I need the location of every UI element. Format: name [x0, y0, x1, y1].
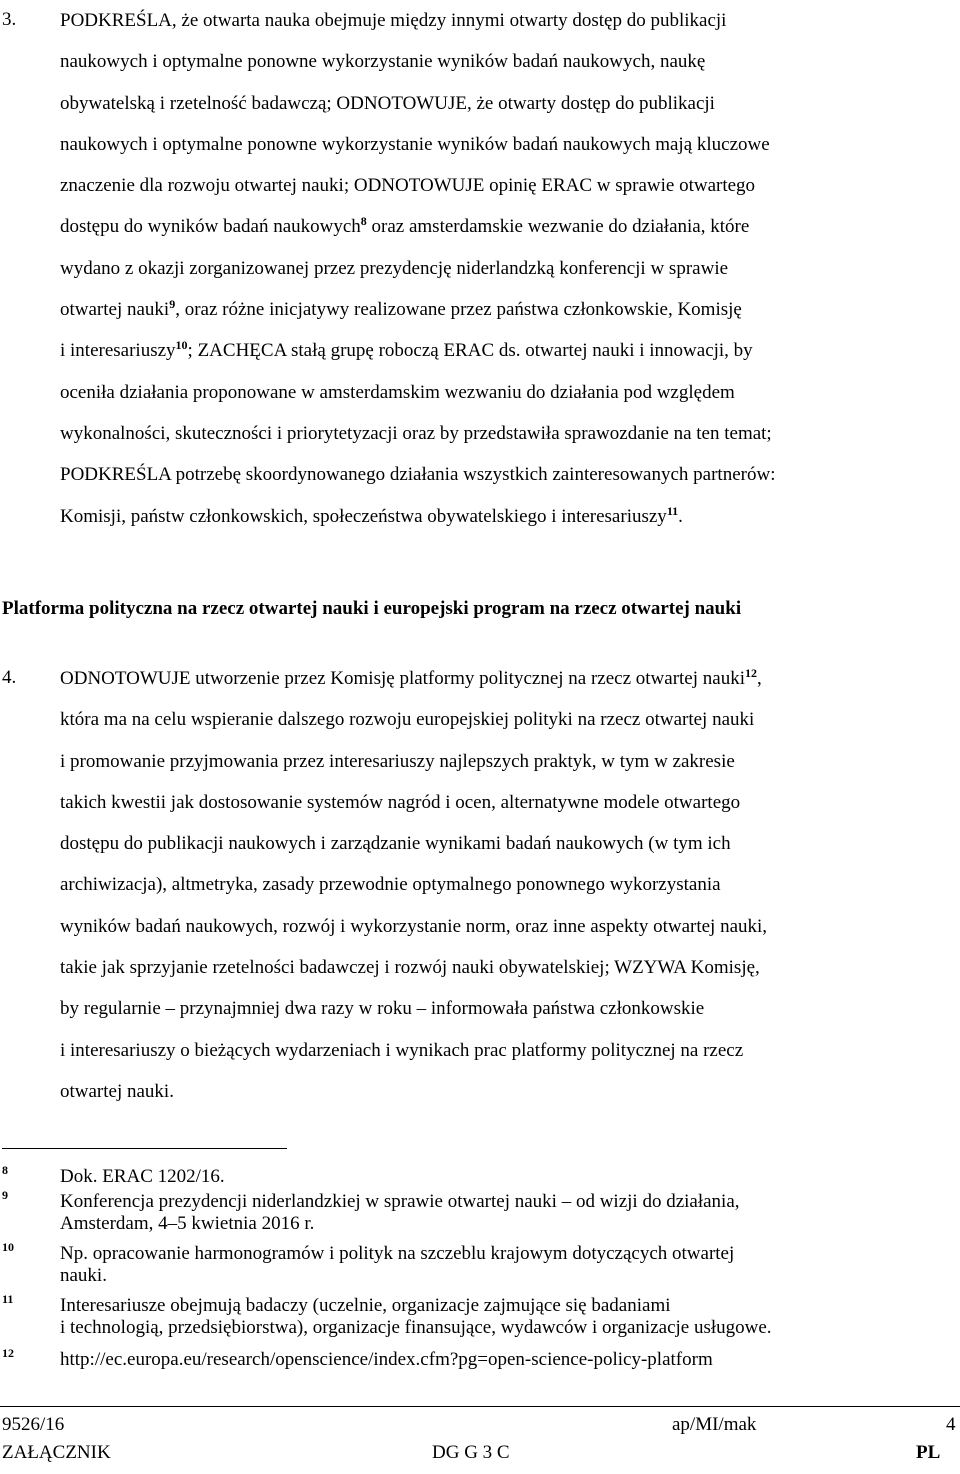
footnote-line: Np. opracowanie harmonogramów i polityk na szczeblu krajowym dotyczących otwartej: [60, 1243, 735, 1264]
text-segment: i promowanie przyjmowania przez interesariuszy najlepszych praktyk, w tym w zakresie: [60, 750, 735, 772]
text-segment: PODKREŚLA potrzebę skoordynowanego działania wszystkich zainteresowanych partnerów:: [60, 464, 776, 486]
text-line: [60, 823, 960, 864]
footnote-line: nauki.: [60, 1265, 107, 1286]
annex-label: ZAŁĄCZNIK: [2, 1442, 111, 1463]
text-segment: by regularnie – przynajmniej dwa razy w roku – informowała państwa członkowskie: [60, 998, 705, 1020]
footnote-separator: [2, 1148, 287, 1149]
text-line: [60, 330, 960, 371]
text-line: [60, 864, 960, 905]
text-line: [60, 165, 960, 206]
text-line: [60, 947, 960, 988]
footnote-number: 8: [2, 1163, 8, 1177]
footnote-text: [60, 1191, 740, 1235]
text-line: [60, 658, 960, 699]
paragraph-body: [60, 0, 960, 537]
text-segment: naukowych i optymalne ponowne wykorzystanie wyników badań naukowych, naukę: [60, 51, 706, 73]
text-segment: otwartej nauki.: [60, 1080, 174, 1102]
footnote-ref: 11: [666, 503, 679, 518]
text-line: [60, 496, 960, 537]
text-segment: która ma na celu wspieranie dalszego rozwoju europejskiej polityki na rzecz otwartej nauki: [60, 709, 755, 731]
text-line: [60, 1030, 960, 1071]
footnote-text: [60, 1243, 734, 1287]
paragraph-number: 3.: [2, 9, 17, 30]
footnote-line: Amsterdam, 4–5 kwietnia 2016 r.: [60, 1213, 315, 1234]
text-line: [60, 699, 960, 740]
text-segment: takich kwestii jak dostosowanie systemów nagród i ocen, alternatywne modele otwartego: [60, 791, 741, 813]
footnote-text: [60, 1166, 225, 1188]
language-code: PL: [916, 1442, 941, 1463]
text-line: [60, 988, 960, 1029]
footnote-number: 12: [2, 1346, 14, 1360]
footer-separator: [0, 1406, 960, 1407]
footnote-number: 11: [2, 1292, 14, 1306]
author-initials: ap/MI/mak: [672, 1414, 757, 1435]
footnote-ref: 8: [360, 214, 367, 229]
text-line: [60, 0, 960, 41]
text-segment: , oraz różne inicjatywy realizowane przez państwa członkowskie, Komisję: [175, 299, 742, 321]
text-line: [60, 413, 960, 454]
footnote-ref: 10: [175, 338, 188, 353]
text-line: [60, 41, 960, 82]
footnote-number: 10: [2, 1240, 14, 1254]
text-segment: archiwizacja), altmetryka, zasady przewodnie optymalnego ponownego wykorzystania: [60, 874, 721, 896]
paragraph-body: [60, 658, 960, 1112]
text-line: [60, 372, 960, 413]
text-line: [60, 206, 960, 247]
text-segment: oceniła działania proponowane w amsterdamskim wezwaniu do działania pod względem: [60, 381, 735, 403]
text-segment: ODNOTOWUJE utworzenie przez Komisję platformy politycznej na rzecz otwartej nauki: [60, 668, 745, 689]
footnote-ref: 9: [169, 297, 176, 312]
footnote-number: 9: [2, 1188, 8, 1202]
text-segment: wyników badań naukowych, rozwój i wykorzystanie norm, oraz inne aspekty otwartej nauki,: [60, 915, 768, 937]
section-heading: Platforma polityczna na rzecz otwartej nauki i europejski program na rzecz otwartej nauki: [2, 598, 742, 619]
text-segment: wykonalności, skuteczności i priorytetyzacji oraz by przedstawiła sprawozdanie na ten temat;: [60, 422, 772, 444]
text-segment: oraz amsterdamskie wezwanie do działania, które: [366, 216, 750, 238]
text-line: [60, 1071, 960, 1112]
text-line: [60, 124, 960, 165]
text-segment: dostępu do wyników badań naukowych: [60, 216, 361, 238]
text-segment: ; ZACHĘCA stałą grupę roboczą ERAC ds. otwartej nauki i innowacji, by: [187, 340, 753, 362]
text-segment: Komisji, państw członkowskich, społeczeństwa obywatelskiego i interesariuszy: [60, 505, 667, 527]
text-line: [60, 83, 960, 124]
text-segment: dostępu do publikacji naukowych i zarządzanie wynikami badań naukowych (w tym ich: [60, 833, 731, 855]
footnote-line: http://ec.europa.eu/research/openscience/index.cfm?pg=open-science-policy-platform: [60, 1349, 713, 1370]
footnote-text: [60, 1295, 772, 1339]
footnote-line: Dok. ERAC 1202/16.: [60, 1166, 225, 1187]
footnote-line: i technologią, przedsiębiorstwa), organizacje finansujące, wydawców i organizacje usługowe.: [60, 1317, 772, 1338]
text-segment: .: [678, 505, 683, 527]
text-line: [60, 906, 960, 947]
text-line: [60, 289, 960, 330]
paragraph-number: 4.: [2, 667, 17, 688]
doc-number: 9526/16: [2, 1414, 65, 1435]
text-segment: otwartej nauki: [60, 299, 170, 321]
text-segment: i interesariuszy o bieżących wydarzeniach i wynikach prac platformy politycznej na rzecz: [60, 1039, 744, 1061]
text-segment: ,: [756, 668, 762, 689]
directorate-label: DG G 3 C: [432, 1442, 510, 1463]
text-segment: naukowych i optymalne ponowne wykorzystanie wyników badań naukowych mają kluczowe: [60, 133, 770, 155]
text-segment: znaczenie dla rozwoju otwartej nauki; ODNOTOWUJE opinię ERAC w sprawie otwartego: [60, 175, 756, 197]
text-segment: PODKREŚLA, że otwarta nauka obejmuje między innymi otwarty dostęp do publikacji: [60, 10, 727, 31]
text-line: [60, 741, 960, 782]
text-segment: i interesariuszy: [60, 340, 176, 362]
text-segment: wydano z okazji zorganizowanej przez prezydencję niderlandzką konferencji w sprawie: [60, 257, 729, 279]
footnote-line: Interesariusze obejmują badaczy (uczelnie, organizacje zajmujące się badaniami: [60, 1295, 671, 1316]
footnote-text: [60, 1349, 713, 1371]
page-number: 4: [946, 1414, 956, 1435]
footnote-line: Konferencja prezydencji niderlandzkiej w sprawie otwartej nauki – od wizji do działania,: [60, 1191, 740, 1212]
text-line: [60, 454, 960, 495]
text-line: [60, 248, 960, 289]
text-segment: obywatelską i rzetelność badawczą; ODNOTOWUJE, że otwarty dostęp do publikacji: [60, 92, 715, 114]
text-segment: takie jak sprzyjanie rzetelności badawczej i rozwój nauki obywatelskiej; WZYWA Komisję,: [60, 957, 760, 979]
footnote-ref: 12: [744, 666, 757, 680]
text-line: [60, 782, 960, 823]
